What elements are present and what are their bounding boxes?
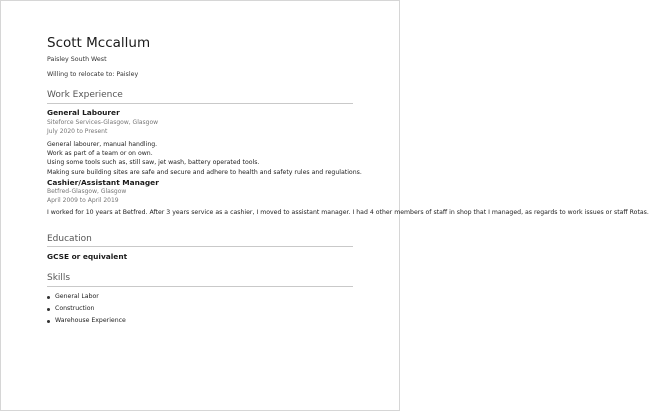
skill-label: Construction: [55, 305, 95, 312]
education-degree: GCSE or equivalent: [47, 252, 128, 261]
job-description-line: Using some tools such as, still saw, jet wash, battery operated tools.: [47, 159, 260, 167]
job-description-line: General labourer, manual handling.: [47, 141, 158, 148]
job-title: General Labourer: [47, 108, 120, 117]
bullet-icon: [47, 308, 50, 311]
section-divider: [47, 286, 353, 287]
job-dates: April 2009 to April 2019: [47, 197, 119, 204]
section-divider: [47, 246, 353, 247]
section-title-work-experience: Work Experience: [47, 90, 123, 100]
section-title-skills: Skills: [47, 273, 71, 283]
job-description-line: Work as part of a team or on own.: [47, 150, 153, 158]
relocation-preference: Willing to relocate to: Paisley: [47, 71, 139, 78]
skills-list: [47, 291, 126, 327]
bullet-icon: [47, 320, 50, 323]
job-description-line: I worked for 10 years at Betfred. After 3 years service as a cashier, I moved to assistant manager. I had 4 other members of staff in shop that I managed, as regards to work issues or staff Rotas.: [47, 209, 649, 216]
section-divider: [47, 103, 353, 104]
job-description-line: Making sure building sites are safe and secure and adhere to health and safety rules and regulations.: [47, 168, 362, 176]
job-company: Siteforce Services-Glasgow, Glasgow: [47, 119, 159, 126]
job-description: [47, 140, 362, 177]
list-item: [47, 291, 126, 303]
list-item: [47, 315, 126, 327]
candidate-name: Scott Mccallum: [47, 35, 151, 51]
job-dates: July 2020 to Present: [47, 128, 108, 135]
skill-label: General Labor: [55, 293, 99, 300]
job-description: [47, 208, 649, 217]
job-company: Betfred-Glasgow, Glasgow: [47, 188, 127, 195]
candidate-location: Paisley South West: [47, 56, 107, 63]
job-title: Cashier/Assistant Manager: [47, 178, 159, 187]
skill-label: Warehouse Experience: [55, 317, 126, 324]
bullet-icon: [47, 296, 50, 299]
list-item: [47, 303, 126, 315]
section-title-education: Education: [47, 234, 92, 244]
